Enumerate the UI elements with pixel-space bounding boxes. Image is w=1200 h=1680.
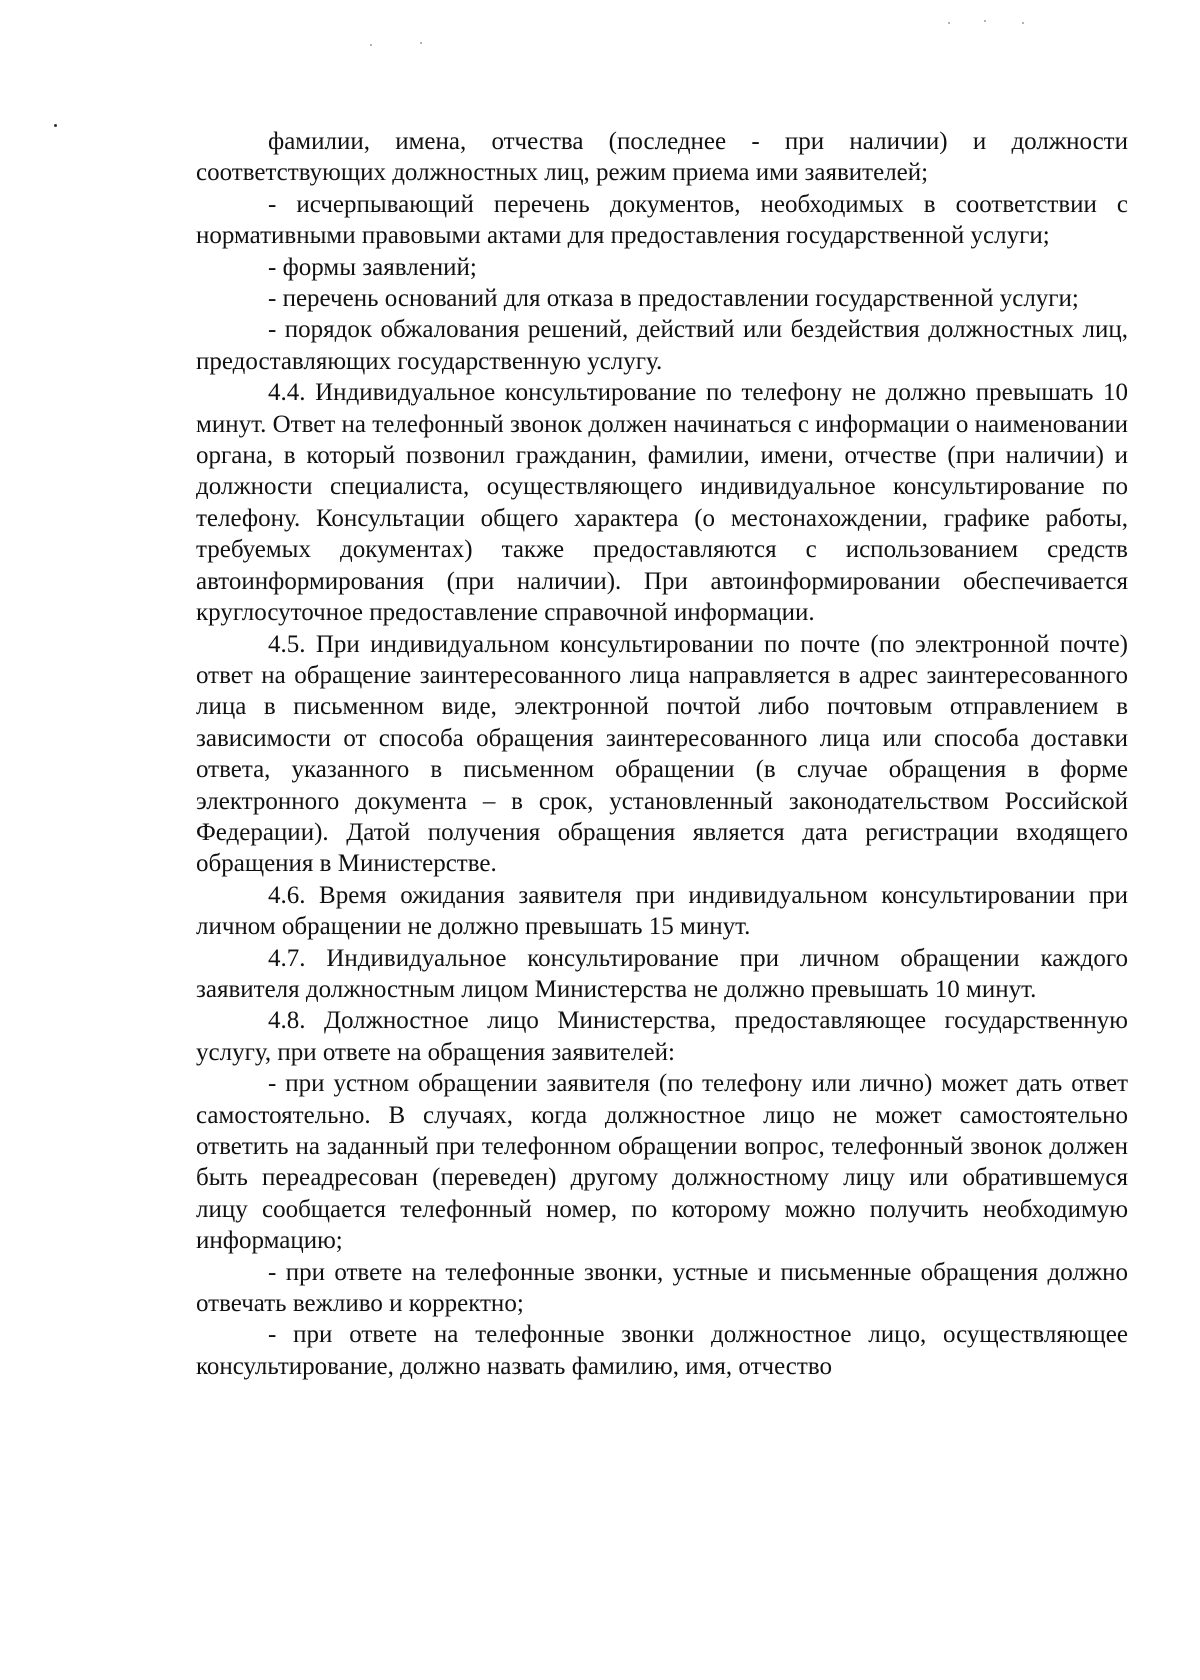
paragraph-refusal-grounds: - перечень оснований для отказа в предоставлении государственной услуги;: [268, 285, 1079, 313]
paragraph-contact-info: фамилии, имена, отчества (последнее - при наличии) и должности соответствующих должностных лиц, режим приема ими заявителей;: [196, 128, 1128, 187]
paragraph-appeal-procedure: - порядок обжалования решений, действий или бездействия должностных лиц, предоставляющих государственную услугу.: [196, 316, 1128, 375]
paragraph-application-forms: - формы заявлений;: [268, 253, 477, 281]
paragraph-4-5-mail-consultation: 4.5. При индивидуальном консультировании по почте (по электронной почте) ответ на обращение заинтересованного лица направляется в адрес заинтересованного лица в письменном виде, электронной почтой либо почтовым отправлением в зависимости от способа обращения заинтересованного лица или способа доставки ответа, указанного в письменном обращении (в случае обращения в форме электронного документа – в срок, установленный законодательством Российской Федерации). Датой получения обращения является дата регистрации входящего обращения в Министерстве.: [196, 630, 1128, 878]
document-page: [196, 126, 1128, 1382]
paragraph-4-7-personal-consultation: 4.7. Индивидуальное консультирование при личном обращении каждого заявителя должностным лицом Министерства не должно превышать 10 минут.: [196, 944, 1128, 1003]
paragraph-4-4-phone-consultation: 4.4. Индивидуальное консультирование по телефону не должно превышать 10 минут. Ответ на телефонный звонок должен начинаться с информации о наименовании органа, в который позвонил гражданин, фамилии, имени, отчестве (при наличии) и должности специалиста, осуществляющего индивидуальное консультирование по телефону. Консультации общего характера (о местонахождении, графике работы, требуемых документах) также предоставляются с использованием средств автоинформирования (при наличии). При автоинформировании обеспечивается круглосуточное предоставление справочной информации.: [196, 379, 1128, 627]
scan-speck: [54, 124, 57, 127]
paragraph-phone-introduction: - при ответе на телефонные звонки должностное лицо, осуществляющее консультирование, должно назвать фамилию, имя, отчество: [196, 1321, 1128, 1380]
paragraph-oral-request: - при устном обращении заявителя (по телефону или лично) может дать ответ самостоятельно. В случаях, когда должностное лицо не может самостоятельно ответить на заданный при телефонном обращении вопрос, телефонный звонок должен быть переадресован (переведен) другому должностному лицу или обратившемуся лицу сообщается телефонный номер, по которому можно получить необходимую информацию;: [196, 1070, 1128, 1255]
paragraph-documents-list: - исчерпывающий перечень документов, необходимых в соответствии с нормативными правовыми актами для предоставления государственной услуги;: [196, 190, 1128, 250]
scan-speck: [370, 44, 372, 46]
paragraph-politeness: - при ответе на телефонные звонки, устные и письменные обращения должно отвечать вежливо и корректно;: [196, 1258, 1128, 1318]
paragraph-4-6-waiting-time: 4.6. Время ожидания заявителя при индивидуальном консультировании при личном обращении не должно превышать 15 минут.: [196, 881, 1128, 941]
scan-speck: [948, 22, 950, 24]
scan-speck: [420, 42, 422, 44]
paragraph-4-8-official-duties: 4.8. Должностное лицо Министерства, предоставляющее государственную услугу, при ответе на обращения заявителей:: [196, 1007, 1128, 1066]
scan-speck: [1022, 22, 1024, 24]
scan-speck: [984, 20, 986, 22]
